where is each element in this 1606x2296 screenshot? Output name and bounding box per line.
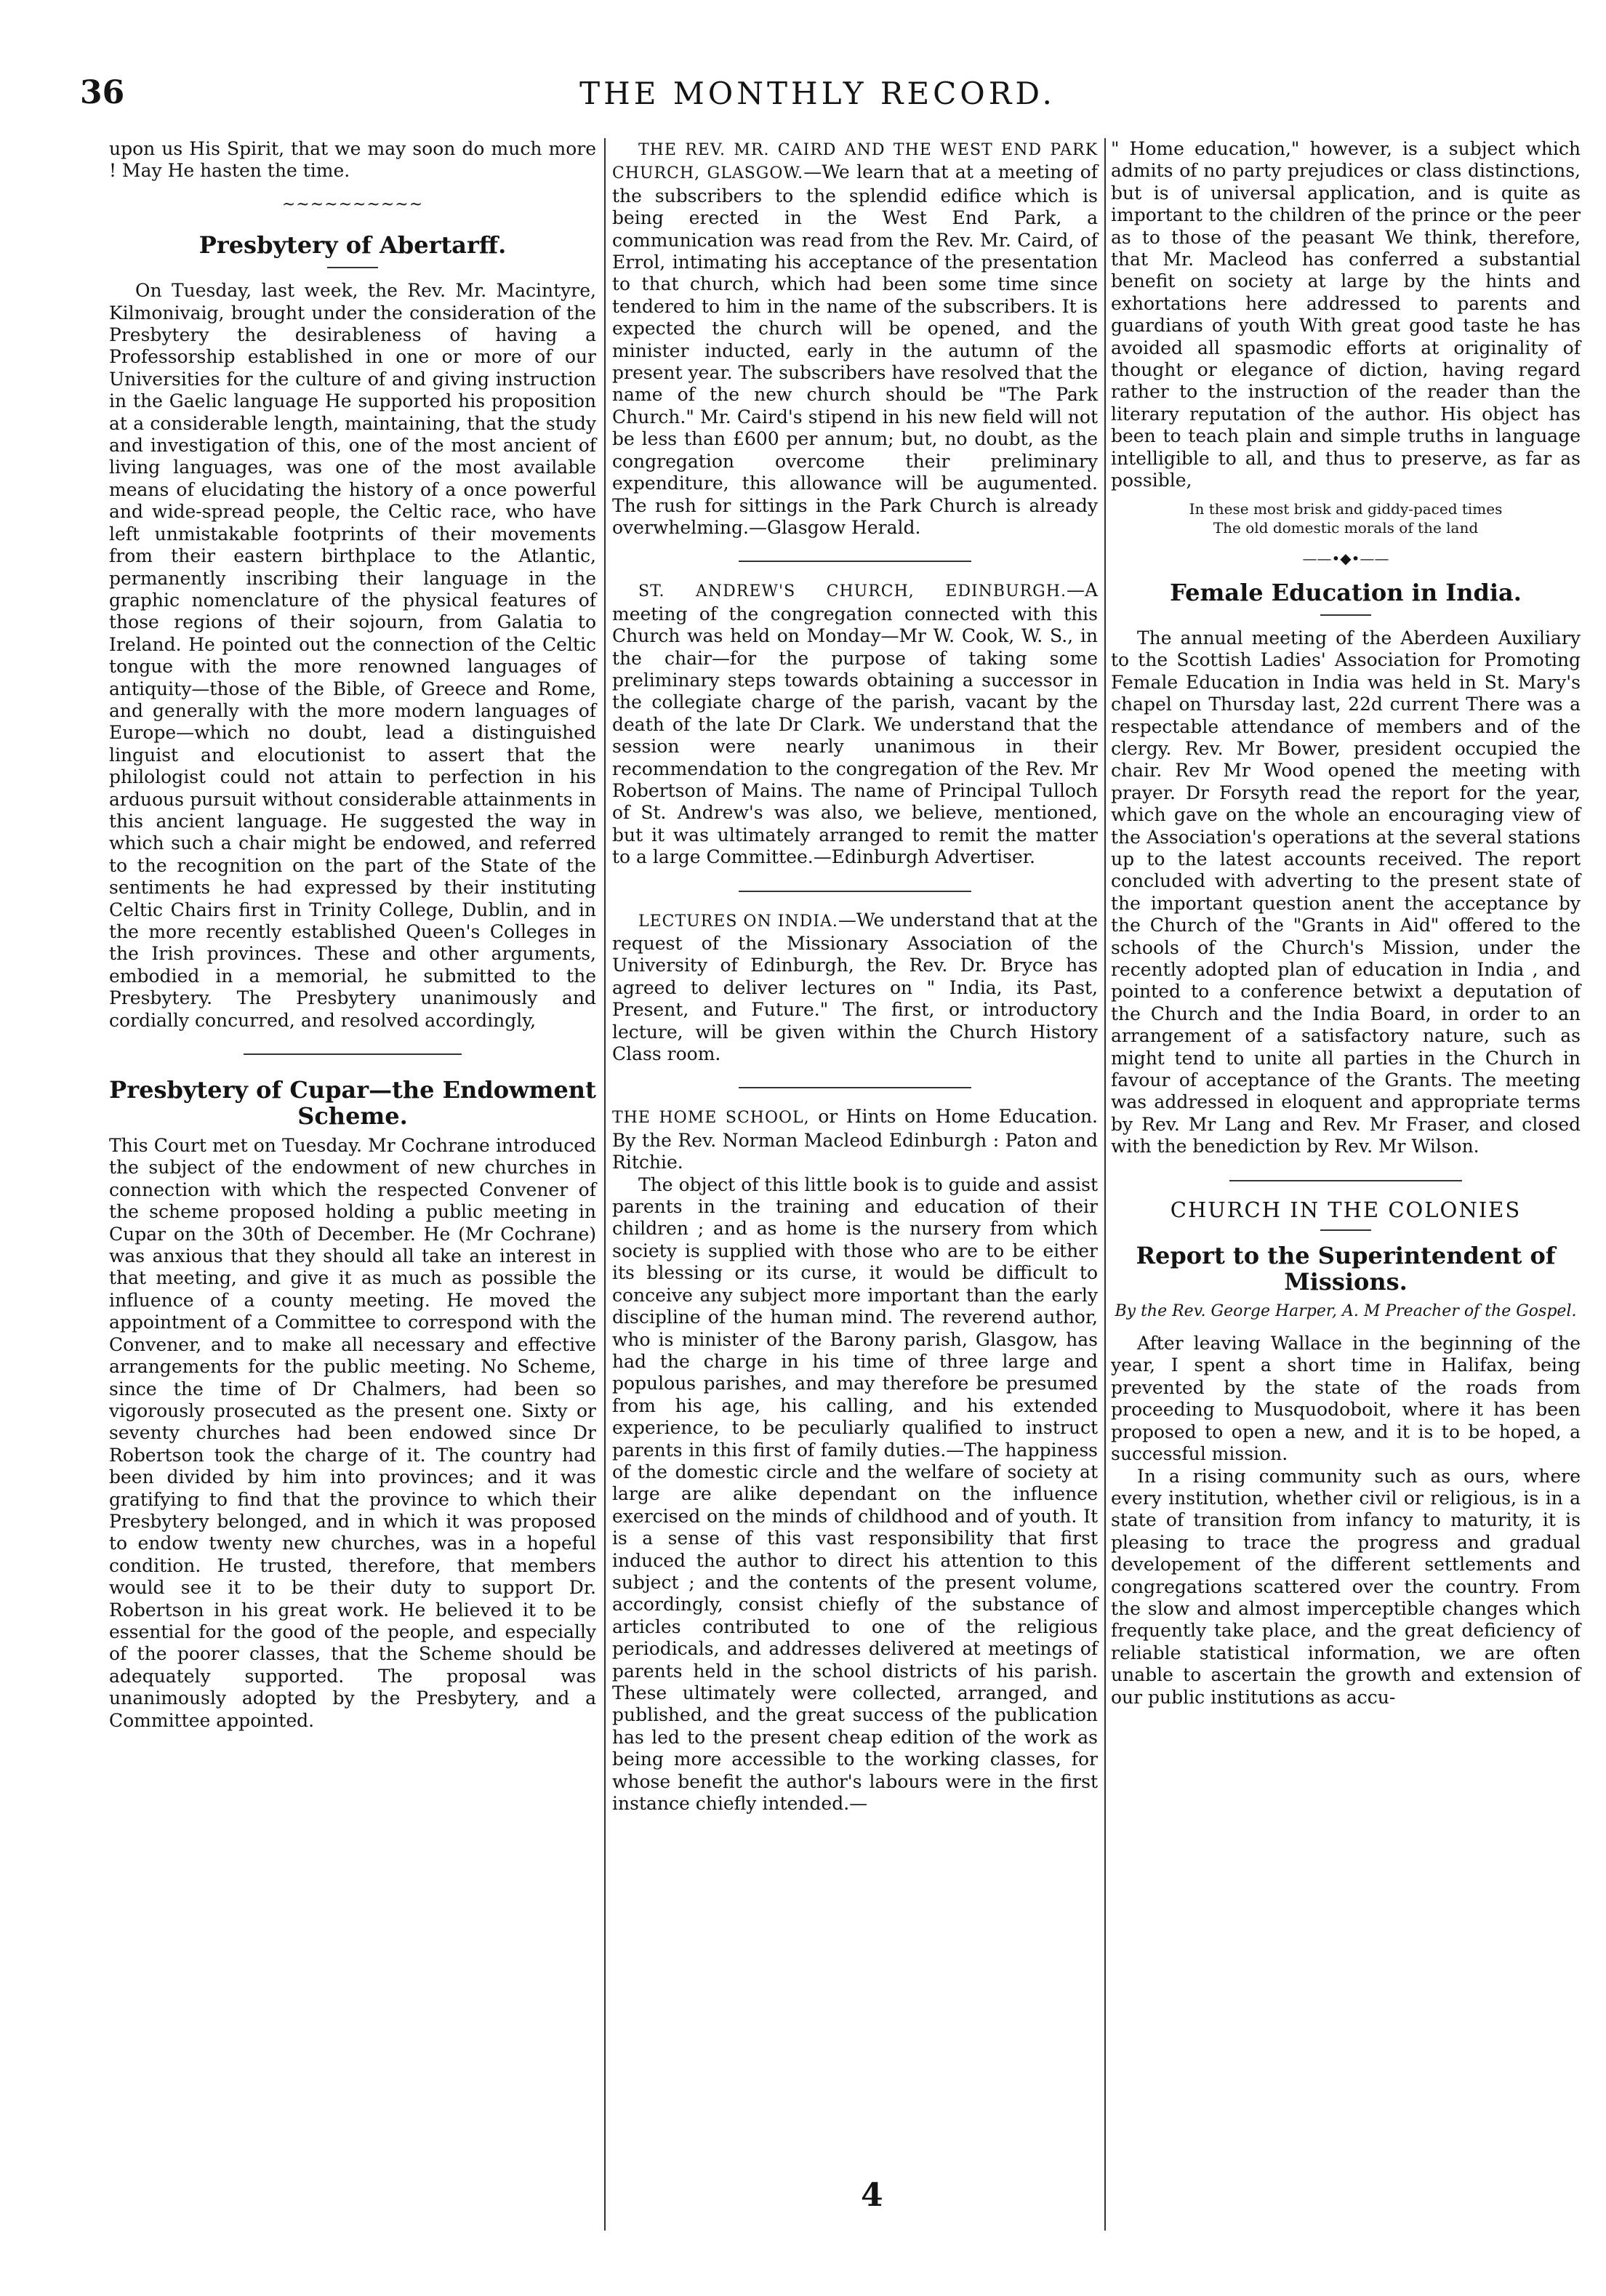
column-3 [1111, 138, 1581, 1709]
heading-female-education: Female Education in India. [1170, 578, 1522, 606]
column-rule-left [604, 138, 606, 2231]
review-home-school-lead: THE HOME SCHOOL, [612, 1109, 810, 1128]
review-home-school-title [612, 1106, 1098, 1173]
section-divider [739, 561, 971, 562]
heading-presbytery-abertarff: Presbytery of Abertarff. [198, 231, 507, 260]
verse-quote [1111, 499, 1581, 537]
article-st-andrews-lead: ST. ANDREW'S CHURCH, EDINBURGH. [638, 582, 1067, 601]
article-st-andrews-body: —A meeting of the congregation connected with this Church was held on Monday—Mr W. Cook, W. S., in the chair—for the purpose of taking some preliminary steps towards obtaining a successor in the collegiate charge of the parish, vacant by the death of the late Dr Clark. We understand that the session were nearly unanimous in their recommendation to the congregation of the Rev. Mr Robertson of Mains. The name of Principal Tulloch of St. Andrew's was also, we believe, mentioned, but it was ultimately arranged to remit the matter to a large Committee.—Edinburgh Advertiser. [612, 579, 1098, 868]
report-paragraph-1: After leaving Wallace in the beginning of the year, I spent a short time in Halifax, being prevented by the state of the roads from proceeding to Musquodoboit, where it has been proposed to open a new, and it is to be hoped, a successful mission. [1111, 1333, 1581, 1465]
short-rule [1320, 1229, 1371, 1231]
section-divider [244, 1053, 462, 1055]
review-home-school-body: The object of this little book is to guide and assist parents in the training and education of their children ; and as home is the nursery from which society is supplied with those who are to be either its blessing or its curse, it would be difficult to conceive any subject more important than the early discipline of the human mind. The reverend author, who is minister of the Barony parish, Glasgow, has had the charge in his time of three large and populous parishes, and may therefore be presumed from his age, his calling, and his extended experience, to be peculiarly qualified to instruct parents in this first of family duties.—The happiness of the domestic circle and the welfare of society at large are alike dependant on the influence exercised on the minds of childhood and of youth. It is a sense of this vast responsibility that first induced the author to direct his attention to this subject ; and the contents of the present volume, accordingly, consist chiefly of the substance of articles contributed to one of the religious periodicals, and addresses delivered at meetings of parents held in the school districts of his parish. These ultimately were collected, arranged, and published, and the great success of the publication has led to the present cheap edition of the work as being more accessible to the working classes, for whose benefit the author's labours were in the first instance chiefly intended.— [612, 1173, 1098, 1815]
article-abertarff: On Tuesday, last week, the Rev. Mr. Macintyre, Kilmonivaig, brought under the consideration of the Presbytery the desirableness of having a Professorship established in one or more of our Universities for the culture of and giving instruction in the Gaelic language He supported his proposition at a considerable length, maintaining, that the study and investigation of this, one of the most ancient of living languages, was one of the most available means of elucidating the history of a once powerful and wide-spread people, the Celtic race, who have left unmistakable footprints of their movements from their eastern birthplace to the Atlantic, permanently inscribing their language in the graphic nomenclature of the physical features of those regions of their sojourn, from Galatia to Ireland. He pointed out the connection of the Celtic tongue with the more renowned languages of antiquity—those of the Bible, of Greece and Rome, and generally with the more modern languages of Europe—which no doubt, lead a distinguished linguist and elocutionist to assert that the philologist could not attain to perfection in his arduous pursuit without considerable attainments in this ancient language. He suggested the way in which such a chair might be endowed, and referred to the recognition on the part of the State of the sentiments he had expressed by their instituting Celtic Chairs first in Trinity College, Dublin, and in the more recently established Queen's Colleges in the Irish provinces. These and other arguments, embodied in a memorial, he submitted to the Presbytery. The Presbytery unanimously and cordially concurred, and resolved accordingly, [109, 280, 596, 1031]
article-female-education: The annual meeting of the Aberdeen Auxiliary to the Scottish Ladies' Association for Promoting Female Education in India was held in St. Mary's chapel on Thursday last, 22d current There was a respectable attendance of members and of the clergy. Rev. Mr Bower, president occupied the chair. Rev Mr Wood opened the meeting with prayer. Dr Forsyth read the report for the year, which gave on the whole an encouraging view of the Association's operations at the several stations up to the latest accounts received. The report concluded with adverting to the present state of the important question anent the acceptance by the Church of the "Grants in Aid" offered to the schools of the Church's Mission, under the recently adopted plan of education in India , and pointed to a conference betwixt a deputation of the Church and the India Board, in order to an arrangement of a satisfactory nature, such as might tend to unite all parties in the Church in favour of acceptance of the Grants. The meeting was addressed in eloquent and appropriate terms by Rev. Mr Lang and Rev. Mr Fraser, and closed with the benediction by Rev. Mr Wilson. [1111, 627, 1581, 1157]
page-title: THE MONTHLY RECORD. [579, 76, 1056, 111]
column-2 [612, 138, 1098, 1815]
verse-line-1: In these most brisk and giddy-paced times [1189, 499, 1503, 518]
article-caird [612, 138, 1098, 539]
article-caird-lead: THE REV. MR. CAIRD AND THE WEST END PARK CHURCH, GLASGOW. [612, 141, 1098, 183]
article-caird-body: —We learn that at a meeting of the subscribers to the splendid edifice which is being erected in the West End Park, a communication was read from the Rev. Mr. Caird, of Errol, intimating his acceptance of the presentation to that church, which had been some time since tendered to him in the name of the subscribers. It is expected the church will be opened, and the minister inducted, early in the autumn of the present year. The subscribers have resolved that the name of the new church should be "The Park Church." Mr. Caird's stipend in his new field will not be less than £600 per annum; but, no doubt, as the congregation overcome their preliminary expenditure, this allowance will be augumented. The rush for sittings in the Park Church is already overwhelming.—Glasgow Herald. [612, 161, 1098, 538]
section-divider [739, 1087, 971, 1088]
article-st-andrews [612, 579, 1098, 868]
page-header [80, 74, 1555, 125]
report-byline: By the Rev. George Harper, A. M Preacher of the Gospel. [1115, 1302, 1577, 1321]
section-divider [739, 891, 971, 892]
heading-report-superintendent: Report to the Superintendent of Missions. [1136, 1242, 1556, 1296]
page-number: 36 [80, 74, 125, 111]
column-rule-right [1104, 138, 1106, 2231]
column-1 [109, 138, 596, 1732]
review-home-school-subtitle: or Hints on Home Education. By the Rev. Norman Macleod Edinburgh : Paton and Ritchie. [612, 1106, 1098, 1173]
short-rule [327, 267, 378, 268]
article-cupar: This Court met on Tuesday. Mr Cochrane introduced the subject of the endowment of new churches in connection with which the respected Convener of the scheme proposed holding a public meeting in Cupar on the 30th of December. He (Mr Cochrane) was anxious that they should all take an interest in that meeting, and give it as much as possible the influence of a county meeting. He moved the appointment of a Committee to correspond with the Convener, and to make all necessary and effective arrangements for the public meeting. No Scheme, since the time of Dr Chalmers, had been so vigorously prosecuted as the present one. Sixty or seventy churches had been endowed since Dr Robertson took the charge of it. The country had been divided by him into provinces; and it was gratifying to find that the province to which their Presbytery belonged, and in which it was proposed to endow twenty new churches, was in a hopeful condition. He trusted, therefore, that members would see it to be their duty to support Dr. Robertson in his great work. He believed it to be essential for the good of the people, and especially of the poorer classes, that the Scheme should be adequately supported. The proposal was unanimously adopted by the Presbytery, and a Committee appointed. [109, 1135, 596, 1731]
section-divider [1229, 1180, 1462, 1181]
article-continuation: upon us His Spirit, that we may soon do much more ! May He hasten the time. [109, 138, 596, 182]
verse-line-2: The old domestic morals of the land [1213, 518, 1479, 537]
dot-ornament: ——•◆•—— [1302, 549, 1389, 567]
wavy-ornament: ~~~~~~~~~~ [281, 195, 424, 214]
heading-presbytery-cupar: Presbytery of Cupar—the Endowment Scheme. [109, 1076, 596, 1131]
review-continuation: " Home education," however, is a subject which admits of no party prejudices or class distinctions, but is of universal application, and is quite as important to the children of the prince or the peer as to those of the peasant We think, therefore, that Mr. Macleod has conferred a substantial benefit on society at large by the hints and exhortations here addressed to parents and guardians of youth With great good taste he has avoided all spasmodic efforts at originality of thought or elegance of diction, having regard rather to the instruction of the reader than the literary reputation of the author. His object has been to teach plain and simple truths in language intelligible to all, and thus to preserve, as far as possible, [1111, 138, 1581, 491]
heading-church-colonies: CHURCH IN THE COLONIES [1170, 1197, 1522, 1222]
article-lectures-body: —We understand that at the request of the Missionary Association of the University of Edinburgh, the Rev. Dr. Bryce has agreed to deliver lectures on " India, its Past, Present, and Future." The first, or introductory lecture, will be given within the Church History Class room. [612, 909, 1098, 1065]
report-paragraph-2: In a rising community such as ours, where every institution, whether civil or religious, is in a state of transition from infancy to maturity, it is pleasing to trace the progress and gradual developement of the different settlements and congregations scattered over the country. From the slow and almost imperceptible changes which frequently take place, and the great deficiency of reliable statistical information, we are often unable to ascertain the growth and extension of our public institutions as accu- [1111, 1465, 1581, 1708]
short-rule [1320, 614, 1371, 616]
article-lectures-lead: LECTURES ON INDIA. [638, 912, 838, 931]
article-lectures-india [612, 910, 1098, 1066]
signature-mark: 4 [861, 2177, 883, 2214]
